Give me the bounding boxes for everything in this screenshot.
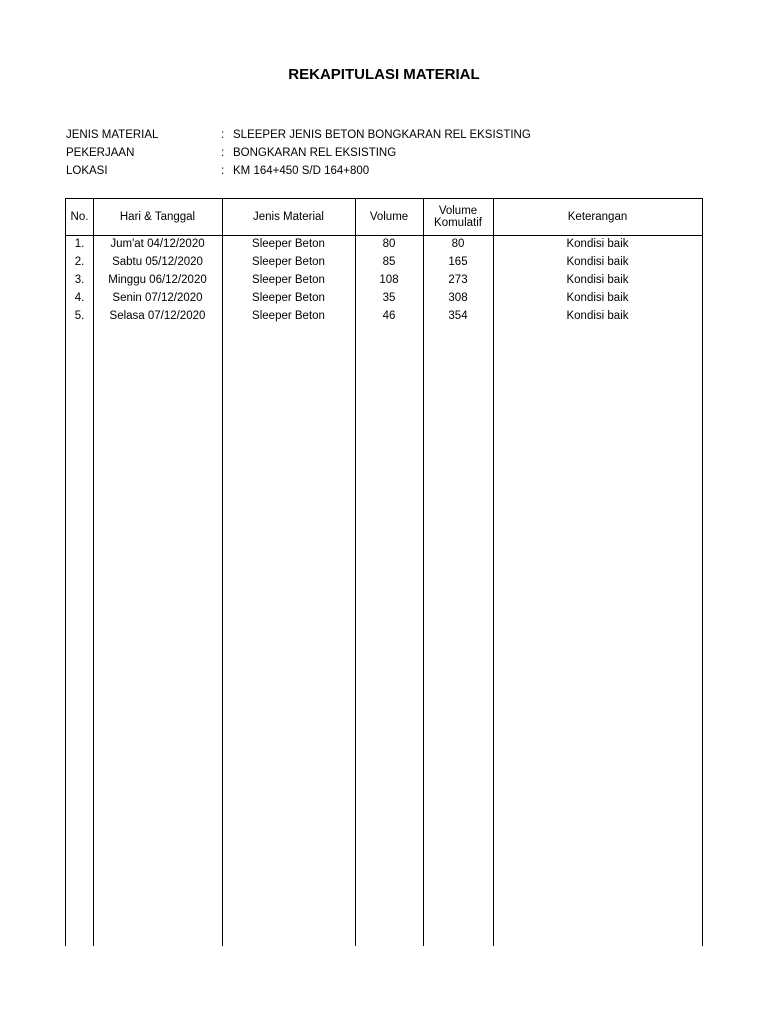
info-value: KM 164+450 S/D 164+800 [233,165,370,177]
info-block [66,126,531,180]
info-separator: : [221,129,225,141]
cell-volume: 35 [382,292,396,304]
header-date: Hari & Tanggal [119,211,196,223]
info-separator: : [221,165,225,177]
cell-remarks: Kondisi baik [566,256,629,268]
info-separator: : [221,147,225,159]
info-value: SLEEPER JENIS BETON BONGKARAN REL EKSISTING [233,129,531,141]
table-row [66,307,702,325]
header-remarks: Keterangan [567,211,628,223]
cell-no: 1. [74,238,85,250]
header-volume: Volume [369,211,409,223]
info-label: PEKERJAAN [66,147,135,159]
cell-volume: 80 [382,238,396,250]
info-label: JENIS MATERIAL [66,129,159,141]
cell-no: 2. [74,256,85,268]
cell-material: Sleeper Beton [252,274,325,286]
cell-volume: 85 [382,256,396,268]
cell-material: Sleeper Beton [252,238,325,250]
cell-material: Sleeper Beton [252,310,325,322]
table-grid [65,198,703,946]
document-title: REKAPITULASI MATERIAL [288,66,480,83]
cell-date: Minggu 06/12/2020 [108,274,207,286]
cell-cumulative: 165 [448,256,468,268]
cell-volume: 46 [382,310,396,322]
info-row-material [66,126,531,144]
cell-remarks: Kondisi baik [566,310,629,322]
cell-material: Sleeper Beton [252,256,325,268]
cell-date: Sabtu 05/12/2020 [112,256,203,268]
cell-cumulative: 80 [451,238,465,250]
header-cumulative [423,199,493,235]
cell-material: Sleeper Beton [252,292,325,304]
header-material: Jenis Material [253,211,324,223]
info-value: BONGKARAN REL EKSISTING [233,147,397,159]
cell-remarks: Kondisi baik [566,274,629,286]
table-row [66,271,702,289]
cell-date: Jum'at 04/12/2020 [110,238,205,250]
cell-date: Selasa 07/12/2020 [109,310,206,322]
cell-no: 5. [74,310,85,322]
header-cumulative-line1: Volume [438,205,478,217]
table-row [66,253,702,271]
cell-remarks: Kondisi baik [566,292,629,304]
material-table [65,198,703,946]
info-row-location [66,162,531,180]
header-cumulative-line2: Komulatif [434,217,482,229]
info-label: LOKASI [66,165,108,177]
header-no: No. [70,211,89,223]
table-row [66,235,702,253]
cell-no: 3. [74,274,85,286]
cell-date: Senin 07/12/2020 [112,292,203,304]
cell-no: 4. [74,292,85,304]
cell-volume: 108 [379,274,399,286]
cell-cumulative: 354 [448,310,468,322]
info-row-work [66,144,531,162]
cell-cumulative: 308 [448,292,468,304]
table-row [66,289,702,307]
cell-remarks: Kondisi baik [566,238,629,250]
cell-cumulative: 273 [448,274,468,286]
